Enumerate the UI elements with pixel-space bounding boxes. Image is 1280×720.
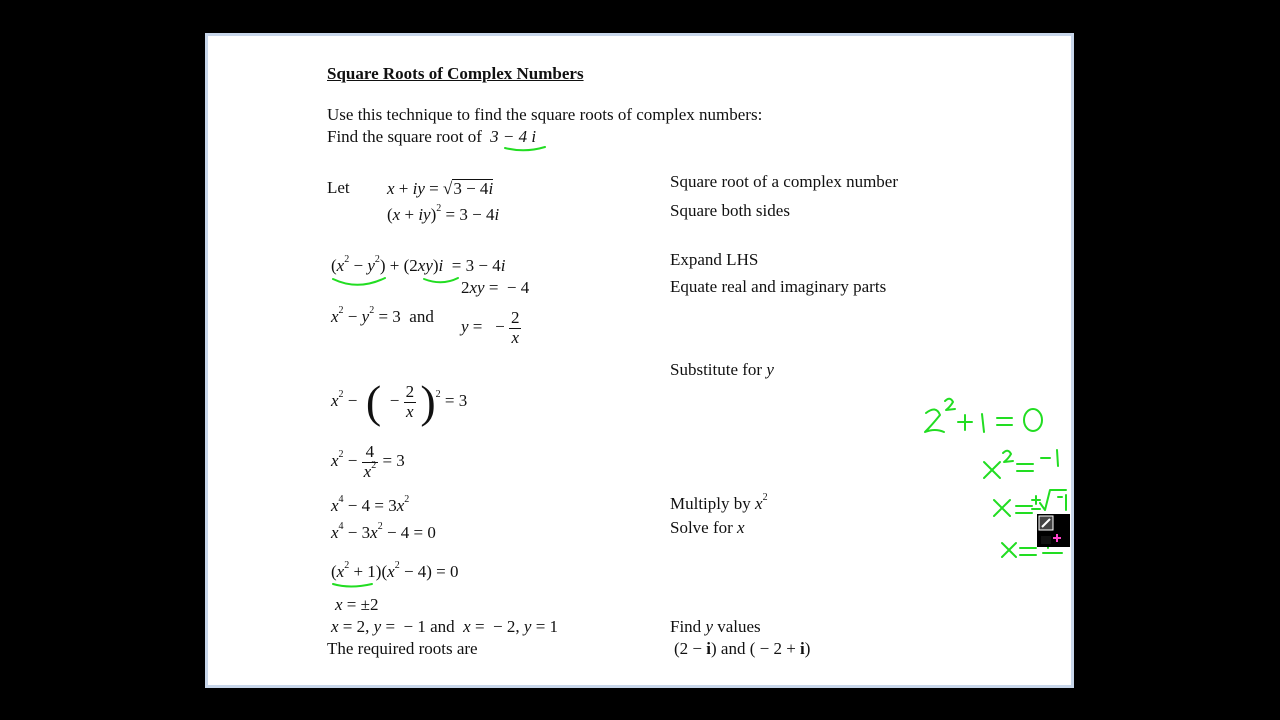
- note-multiply: Multiply by $x^2$: [670, 492, 768, 513]
- hand-plusminus: [1032, 496, 1040, 509]
- final-roots: (2 − i) and ( − 2 + i): [674, 639, 811, 658]
- target-expression: 3 − 4 i: [490, 127, 537, 146]
- let-label: Let: [327, 178, 350, 197]
- hand-plus: [958, 415, 972, 430]
- underline-factor: [333, 584, 372, 587]
- pen-cursor-icon: [1037, 514, 1070, 547]
- eq-x-values: x = ±2: [335, 595, 379, 614]
- note-find-y: Find y values: [670, 617, 761, 636]
- hand-exponent: [945, 399, 955, 410]
- eq-let: x + iy = √3 − 4i: [387, 179, 494, 198]
- hand-equals-3: [1016, 506, 1032, 513]
- hand-x-2: [984, 462, 1000, 478]
- underline-real-part: [333, 278, 385, 285]
- eq-solutions: x = 2, y = − 1 and x = − 2, y = 1: [331, 617, 559, 636]
- hand-equals-4: [1020, 548, 1036, 555]
- note-square-both: Square both sides: [670, 201, 790, 220]
- required-roots-label: The required roots are: [327, 639, 478, 658]
- eq-imag: 2xy = − 4: [461, 278, 530, 297]
- hand-one: [982, 414, 984, 432]
- note-solve: Solve for x: [670, 518, 745, 537]
- note-expand: Expand LHS: [670, 250, 759, 269]
- eq-quartic: $x^4 - 3x^2 - 4 = 0$: [331, 521, 436, 542]
- note-square-root: Square root of a complex number: [670, 172, 899, 191]
- eq-factored: $(x^2 + 1)(x^2 - 4) = 0$: [331, 560, 459, 581]
- intro-line: Use this technique to find the square roots of complex numbers:: [327, 105, 763, 124]
- hand-minus-one: [1041, 450, 1058, 466]
- hand-equals: [997, 418, 1012, 425]
- eq-y-expression: y = − $\frac{2}{x}$: [461, 308, 520, 347]
- find-prefix: Find the square root of: [327, 127, 482, 146]
- hand-zero: [1024, 409, 1042, 431]
- note-substitute: Substitute for y: [670, 360, 774, 379]
- eq-substitute: $x^2$ − ( − $\frac{2}{x}$ )$^2$ = 3: [331, 376, 468, 427]
- eq-multiplied: $x^4 - 4 = 3x^2$: [331, 494, 410, 515]
- hand-exp-2: [1003, 451, 1013, 462]
- hand-x-3: [994, 500, 1010, 516]
- underline-imaginary-part: [424, 278, 458, 282]
- hand-equals-2: [1017, 464, 1033, 471]
- eq-real-and-y: $x^2 - y^2 = 3$ and: [331, 305, 434, 326]
- note-equate: Equate real and imaginary parts: [670, 277, 887, 296]
- eq-expand: $(x^2 - y^2) + (2xy)i = 3 - 4i$: [331, 254, 506, 275]
- hand-x-symbol: [925, 409, 944, 432]
- hand-x-4: [1002, 543, 1016, 557]
- hand-root: [1040, 490, 1066, 510]
- eq-fraction: $x^2$ − $\frac{4}{x^2}$ = 3: [331, 442, 405, 481]
- eq-square: (x + iy)$^2$ = 3 − 4i: [387, 203, 500, 224]
- page-title: Square Roots of Complex Numbers: [327, 64, 584, 83]
- underline-expression: [505, 147, 545, 150]
